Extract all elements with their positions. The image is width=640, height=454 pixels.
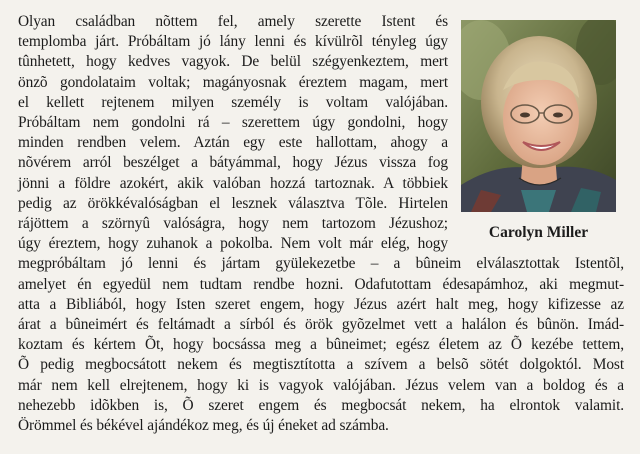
text-line: árat a bûneimért és feltámadt a sírból és örök gyõzelmet vett a halálon és bûnön. Imád- (18, 316, 624, 334)
text-line: koztam és kértem Õt, hogy bocsássa meg a bûneimet; egész életem az Õ kezébe tettem, (18, 336, 624, 354)
text-line: Örömmel és békével ajándékoz meg, és új éneket ad számba. (18, 417, 389, 435)
text-line: rájöttem a szörnyû valóságra, hogy nem tartozom Jézushoz; (18, 215, 448, 233)
text-line: pedig az örökkévalóságban el lesznek választva Tõle. Hirtelen (18, 194, 448, 212)
text-line: önzõ gondolataim voltak; magányosnak éreztem magam, mert (18, 73, 448, 91)
text-line: atta a Bibliából, hogy Isten szeret engem, hogy Jézus azért halt meg, hogy kifizesse az (18, 295, 624, 313)
text-line: Próbáltam nem gondolni rá – szerettem úgy gondolni, hogy (18, 114, 448, 132)
text-line: nõvérem arról beszélget a bátyámmal, hogy Jézus vissza fog (18, 154, 448, 172)
text-line: úgy éreztem, hogy zuhanok a pokolba. Nem volt már elég, hogy (18, 235, 448, 253)
text-line: tûnhetett, hogy kedves vagyok. De belül szégyenkeztem, mert (18, 53, 448, 71)
text-line: amelyet én egyedül nem tudtam rendbe hozni. Odafutottam édesapámhoz, aki megmut- (18, 275, 624, 293)
text-line: templomba járt. Próbáltam jó lány lenni és kívülrõl tényleg úgy (18, 33, 448, 51)
text-line: Olyan családban nõttem fel, amely szerette Istent és (18, 13, 448, 30)
text-line: nehezebb idõkben is, Õ szeret engem és megbocsát nekem, ha elrontok valamit. (18, 396, 624, 414)
text-line: már nem kell elrejtenem, hogy ki is vagyok valójában. Jézus velem van a boldog és a (18, 376, 624, 394)
text-line: megpróbáltam jó lenni és jártam gyülekezetbe – a bûneim elválasztottak Istentõl, (18, 255, 624, 273)
photo-caption: Carolyn Miller (488, 224, 589, 241)
text-line: Õ pedig megbocsátott nekem és megtisztította a szívem a belsõ sötét dolgoktól. Most (18, 356, 624, 374)
author-portrait-photo (461, 20, 616, 212)
text-line: el kellett rejtenem milyen személy is voltam valójában. (18, 93, 448, 111)
text-line: minden rendben velem. Aztán egy este hallottam, ahogy a (18, 134, 448, 152)
text-line: jönni a földre azokért, akik valóban hozzá tartoznak. A többiek (18, 174, 448, 192)
